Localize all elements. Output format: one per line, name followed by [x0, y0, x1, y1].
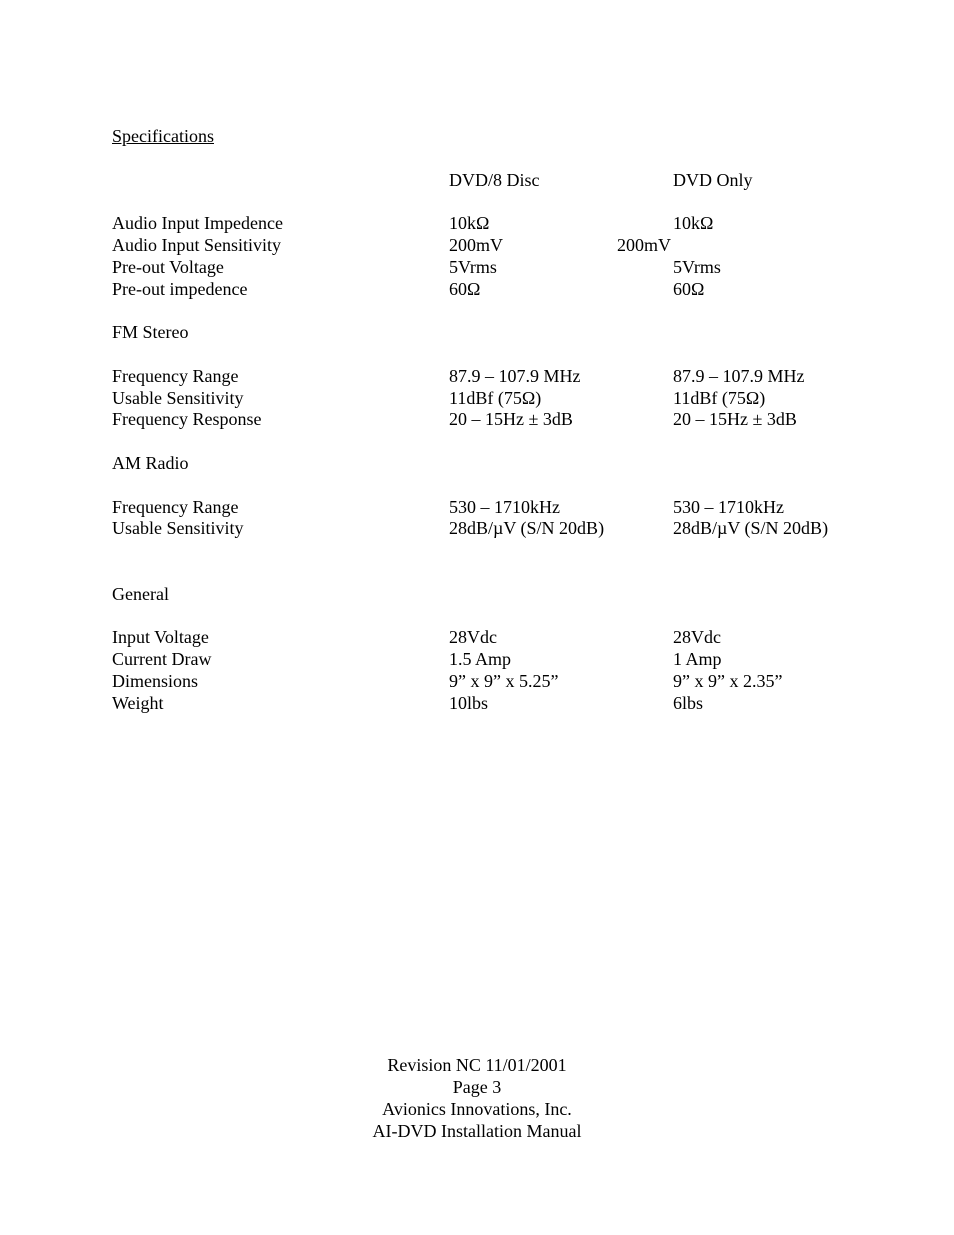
spec-value-dvd-8-disc: 60Ω: [449, 279, 481, 299]
spec-value-dvd-8-disc: 87.9 – 107.9 MHz: [449, 366, 581, 386]
spec-value-dvd-8-disc: 10lbs: [449, 693, 489, 713]
spec-value-dvd-only: 10kΩ: [673, 213, 714, 233]
spec-value-dvd-8-disc: 200mV: [449, 235, 503, 255]
spec-value-dvd-8-disc: 530 – 1710kHz: [449, 497, 560, 517]
spec-value-dvd-only: 1 Amp: [673, 649, 722, 669]
section-heading-am-radio: AM Radio: [112, 453, 189, 473]
footer-page-number: Page 3: [452, 1077, 502, 1097]
spec-label: Frequency Range: [112, 366, 239, 386]
spec-label: Dimensions: [112, 671, 199, 691]
spec-value-dvd-only: 60Ω: [673, 279, 705, 299]
spec-label: Input Voltage: [112, 627, 209, 647]
spec-value-dvd-8-disc: 5Vrms: [449, 257, 497, 277]
section-heading-fm-stereo: FM Stereo: [112, 322, 189, 342]
footer-manual-title: AI-DVD Installation Manual: [372, 1121, 582, 1141]
spec-value-dvd-8-disc: 9” x 9” x 5.25”: [449, 671, 559, 691]
column-header-dvd-8-disc: DVD/8 Disc: [449, 170, 540, 190]
spec-value-dvd-only: 11dBf (75Ω): [673, 388, 766, 408]
spec-label: Weight: [112, 693, 164, 713]
spec-value-dvd-only: 28dB/µV (S/N 20dB): [673, 518, 829, 538]
spec-value-dvd-8-disc: 28dB/µV (S/N 20dB): [449, 518, 605, 538]
spec-value-dvd-only: 20 – 15Hz ± 3dB: [673, 409, 797, 429]
spec-value-dvd-only: 6lbs: [673, 693, 704, 713]
spec-label: Usable Sensitivity: [112, 518, 244, 538]
spec-value-dvd-8-disc: 11dBf (75Ω): [449, 388, 542, 408]
footer-company: Avionics Innovations, Inc.: [382, 1099, 572, 1119]
spec-value-dvd-8-disc: 20 – 15Hz ± 3dB: [449, 409, 573, 429]
spec-label: Usable Sensitivity: [112, 388, 244, 408]
footer-revision: Revision NC 11/01/2001: [387, 1055, 567, 1075]
spec-value-dvd-only: 9” x 9” x 2.35”: [673, 671, 783, 691]
spec-label: Audio Input Sensitivity: [112, 235, 282, 255]
spec-value-dvd-8-disc: 1.5 Amp: [449, 649, 512, 669]
spec-label: Pre-out impedence: [112, 279, 248, 299]
section-heading-general: General: [112, 584, 169, 604]
spec-label: Audio Input Impedence: [112, 213, 283, 233]
spec-value-dvd-8-disc: 10kΩ: [449, 213, 490, 233]
spec-value-dvd-only: 28Vdc: [673, 627, 721, 647]
spec-value-dvd-only: 530 – 1710kHz: [673, 497, 784, 517]
spec-label: Frequency Response: [112, 409, 262, 429]
spec-label: Current Draw: [112, 649, 212, 669]
page-title: Specifications: [112, 126, 214, 146]
spec-value-dvd-only: 5Vrms: [673, 257, 721, 277]
spec-value-dvd-8-disc: 28Vdc: [449, 627, 497, 647]
spec-value-dvd-only: 87.9 – 107.9 MHz: [673, 366, 805, 386]
column-header-dvd-only: DVD Only: [673, 170, 753, 190]
spec-label: Pre-out Voltage: [112, 257, 224, 277]
spec-label: Frequency Range: [112, 497, 239, 517]
spec-value-dvd-only: 200mV: [617, 235, 671, 255]
